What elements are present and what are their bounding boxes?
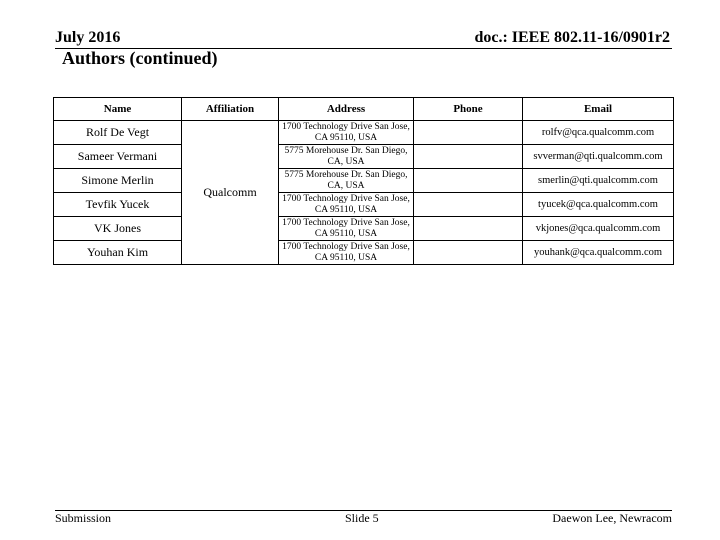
author-address: 1700 Technology Drive San Jose, CA 95110, USA	[279, 121, 414, 145]
author-email: svverman@qti.qualcomm.com	[523, 145, 674, 169]
author-phone	[414, 217, 523, 241]
table-row	[54, 121, 674, 145]
author-name: Simone Merlin	[54, 169, 182, 193]
author-address: 5775 Morehouse Dr. San Diego, CA, USA	[279, 145, 414, 169]
author-phone	[414, 241, 523, 265]
column-header-address: Address	[279, 98, 414, 121]
table-header-row	[54, 98, 674, 121]
author-phone	[414, 121, 523, 145]
table-row	[54, 193, 674, 217]
authors-table	[53, 97, 674, 265]
column-header-name: Name	[54, 98, 182, 121]
slide-title: Authors (continued)	[62, 48, 218, 68]
author-name: VK Jones	[54, 217, 182, 241]
author-phone	[414, 193, 523, 217]
author-email: tyucek@qca.qualcomm.com	[523, 193, 674, 217]
footer-submission: Submission	[55, 511, 112, 525]
column-header-phone: Phone	[414, 98, 523, 121]
table-row	[54, 145, 674, 169]
column-header-email: Email	[523, 98, 674, 121]
footer-slide-number: Slide 5	[345, 511, 379, 525]
column-header-affiliation: Affiliation	[182, 98, 279, 121]
author-address: 1700 Technology Drive San Jose, CA 95110, USA	[279, 241, 414, 265]
author-address: 1700 Technology Drive San Jose, CA 95110, USA	[279, 217, 414, 241]
header-doc-id: doc.: IEEE 802.11-16/0901r2	[474, 29, 670, 46]
author-address: 1700 Technology Drive San Jose, CA 95110, USA	[279, 193, 414, 217]
author-email: youhank@qca.qualcomm.com	[523, 241, 674, 265]
header-date: July 2016	[55, 29, 121, 46]
author-address: 5775 Morehouse Dr. San Diego, CA, USA	[279, 169, 414, 193]
author-phone	[414, 145, 523, 169]
author-name: Sameer Vermani	[54, 145, 182, 169]
author-name: Tevfik Yucek	[54, 193, 182, 217]
footer-author: Daewon Lee, Newracom	[552, 511, 672, 525]
author-affiliation: Qualcomm	[182, 121, 279, 265]
author-email: vkjones@qca.qualcomm.com	[523, 217, 674, 241]
author-name: Rolf De Vegt	[54, 121, 182, 145]
author-email: smerlin@qti.qualcomm.com	[523, 169, 674, 193]
author-phone	[414, 169, 523, 193]
author-name: Youhan Kim	[54, 241, 182, 265]
table-row	[54, 217, 674, 241]
author-email: rolfv@qca.qualcomm.com	[523, 121, 674, 145]
table-row	[54, 241, 674, 265]
table-row	[54, 169, 674, 193]
